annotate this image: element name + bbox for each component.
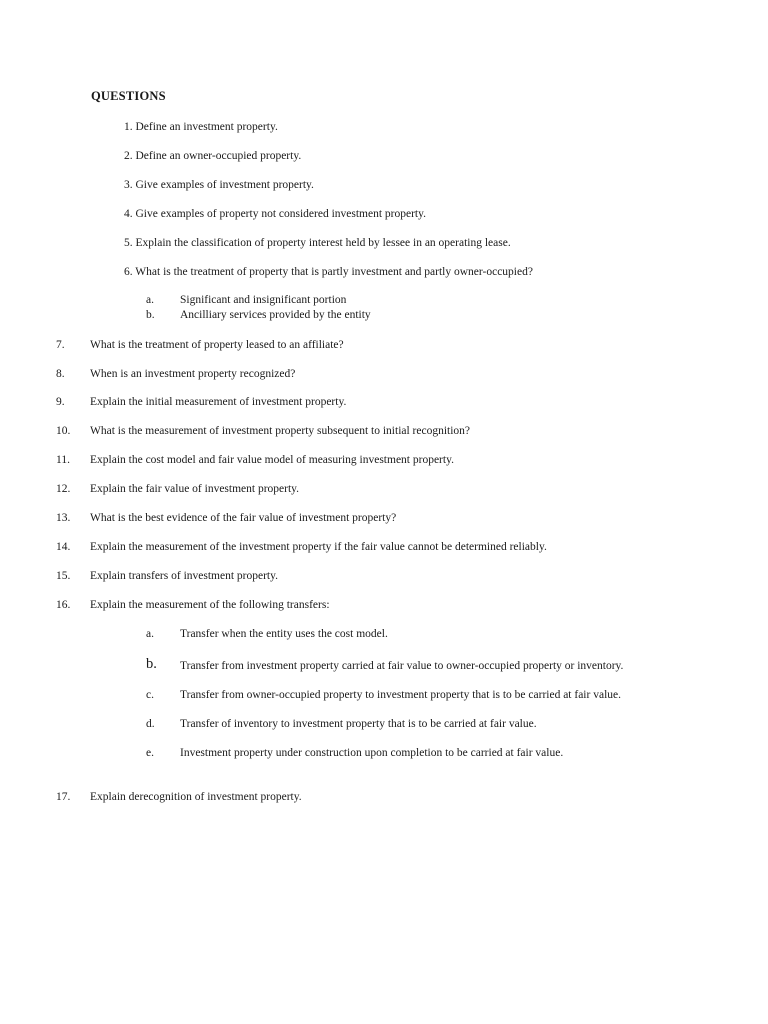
question-number: 11. (56, 454, 70, 466)
question-13: What is the best evidence of the fair value of investment property? (90, 512, 397, 524)
question-number: 10. (56, 425, 71, 437)
question-5: 5. Explain the classification of property interest held by lessee in an operating lease. (124, 237, 511, 249)
subitem-letter: a. (146, 628, 154, 640)
question-14: Explain the measurement of the investment property if the fair value cannot be determined reliably. (90, 541, 547, 553)
q6-subitem-a-text: Significant and insignificant portion (180, 294, 347, 306)
q6-subitem-b-text: Ancilliary services provided by the entity (180, 309, 371, 321)
question-9: Explain the initial measurement of investment property. (90, 396, 347, 408)
subitem-letter: b. (146, 309, 155, 321)
question-17: Explain derecognition of investment property. (90, 791, 302, 803)
question-16: Explain the measurement of the following transfers: (90, 599, 330, 611)
question-4: 4. Give examples of property not considered investment property. (124, 208, 427, 220)
question-3: 3. Give examples of investment property. (124, 179, 314, 191)
question-number: 17. (56, 791, 71, 803)
subitem-letter: b. (146, 656, 157, 672)
page-heading: QUESTIONS (91, 89, 166, 103)
question-6: 6. What is the treatment of property that is partly investment and partly owner-occupied? (124, 266, 533, 278)
question-number: 7. (56, 339, 65, 351)
question-1: 1. Define an investment property. (124, 121, 278, 133)
question-number: 13. (56, 512, 71, 524)
question-12: Explain the fair value of investment property. (90, 483, 300, 495)
question-2: 2. Define an owner-occupied property. (124, 150, 302, 162)
question-number: 12. (56, 483, 71, 495)
question-number: 15. (56, 570, 71, 582)
question-10: What is the measurement of investment property subsequent to initial recognition? (90, 425, 471, 437)
question-number: 8. (56, 368, 65, 380)
subitem-letter: c. (146, 689, 154, 701)
q16-subitem-b: Transfer from investment property carried at fair value to owner-occupied property or inventory. (180, 660, 624, 672)
q16-subitem-c: Transfer from owner-occupied property to investment property that is to be carried at fair value. (180, 689, 621, 701)
subitem-letter: d. (146, 718, 155, 730)
q16-subitem-d: Transfer of inventory to investment property that is to be carried at fair value. (180, 718, 537, 730)
question-number: 9. (56, 396, 65, 408)
q16-subitem-e: Investment property under construction upon completion to be carried at fair value. (180, 747, 564, 759)
question-7: What is the treatment of property leased to an affiliate? (90, 339, 344, 351)
question-number: 16. (56, 599, 71, 611)
subitem-letter: e. (146, 747, 154, 759)
subitem-letter: a. (146, 294, 154, 306)
question-15: Explain transfers of investment property. (90, 570, 278, 582)
question-11: Explain the cost model and fair value model of measuring investment property. (90, 454, 454, 466)
question-8: When is an investment property recognized? (90, 368, 296, 380)
q16-subitem-a: Transfer when the entity uses the cost model. (180, 628, 388, 640)
question-number: 14. (56, 541, 71, 553)
